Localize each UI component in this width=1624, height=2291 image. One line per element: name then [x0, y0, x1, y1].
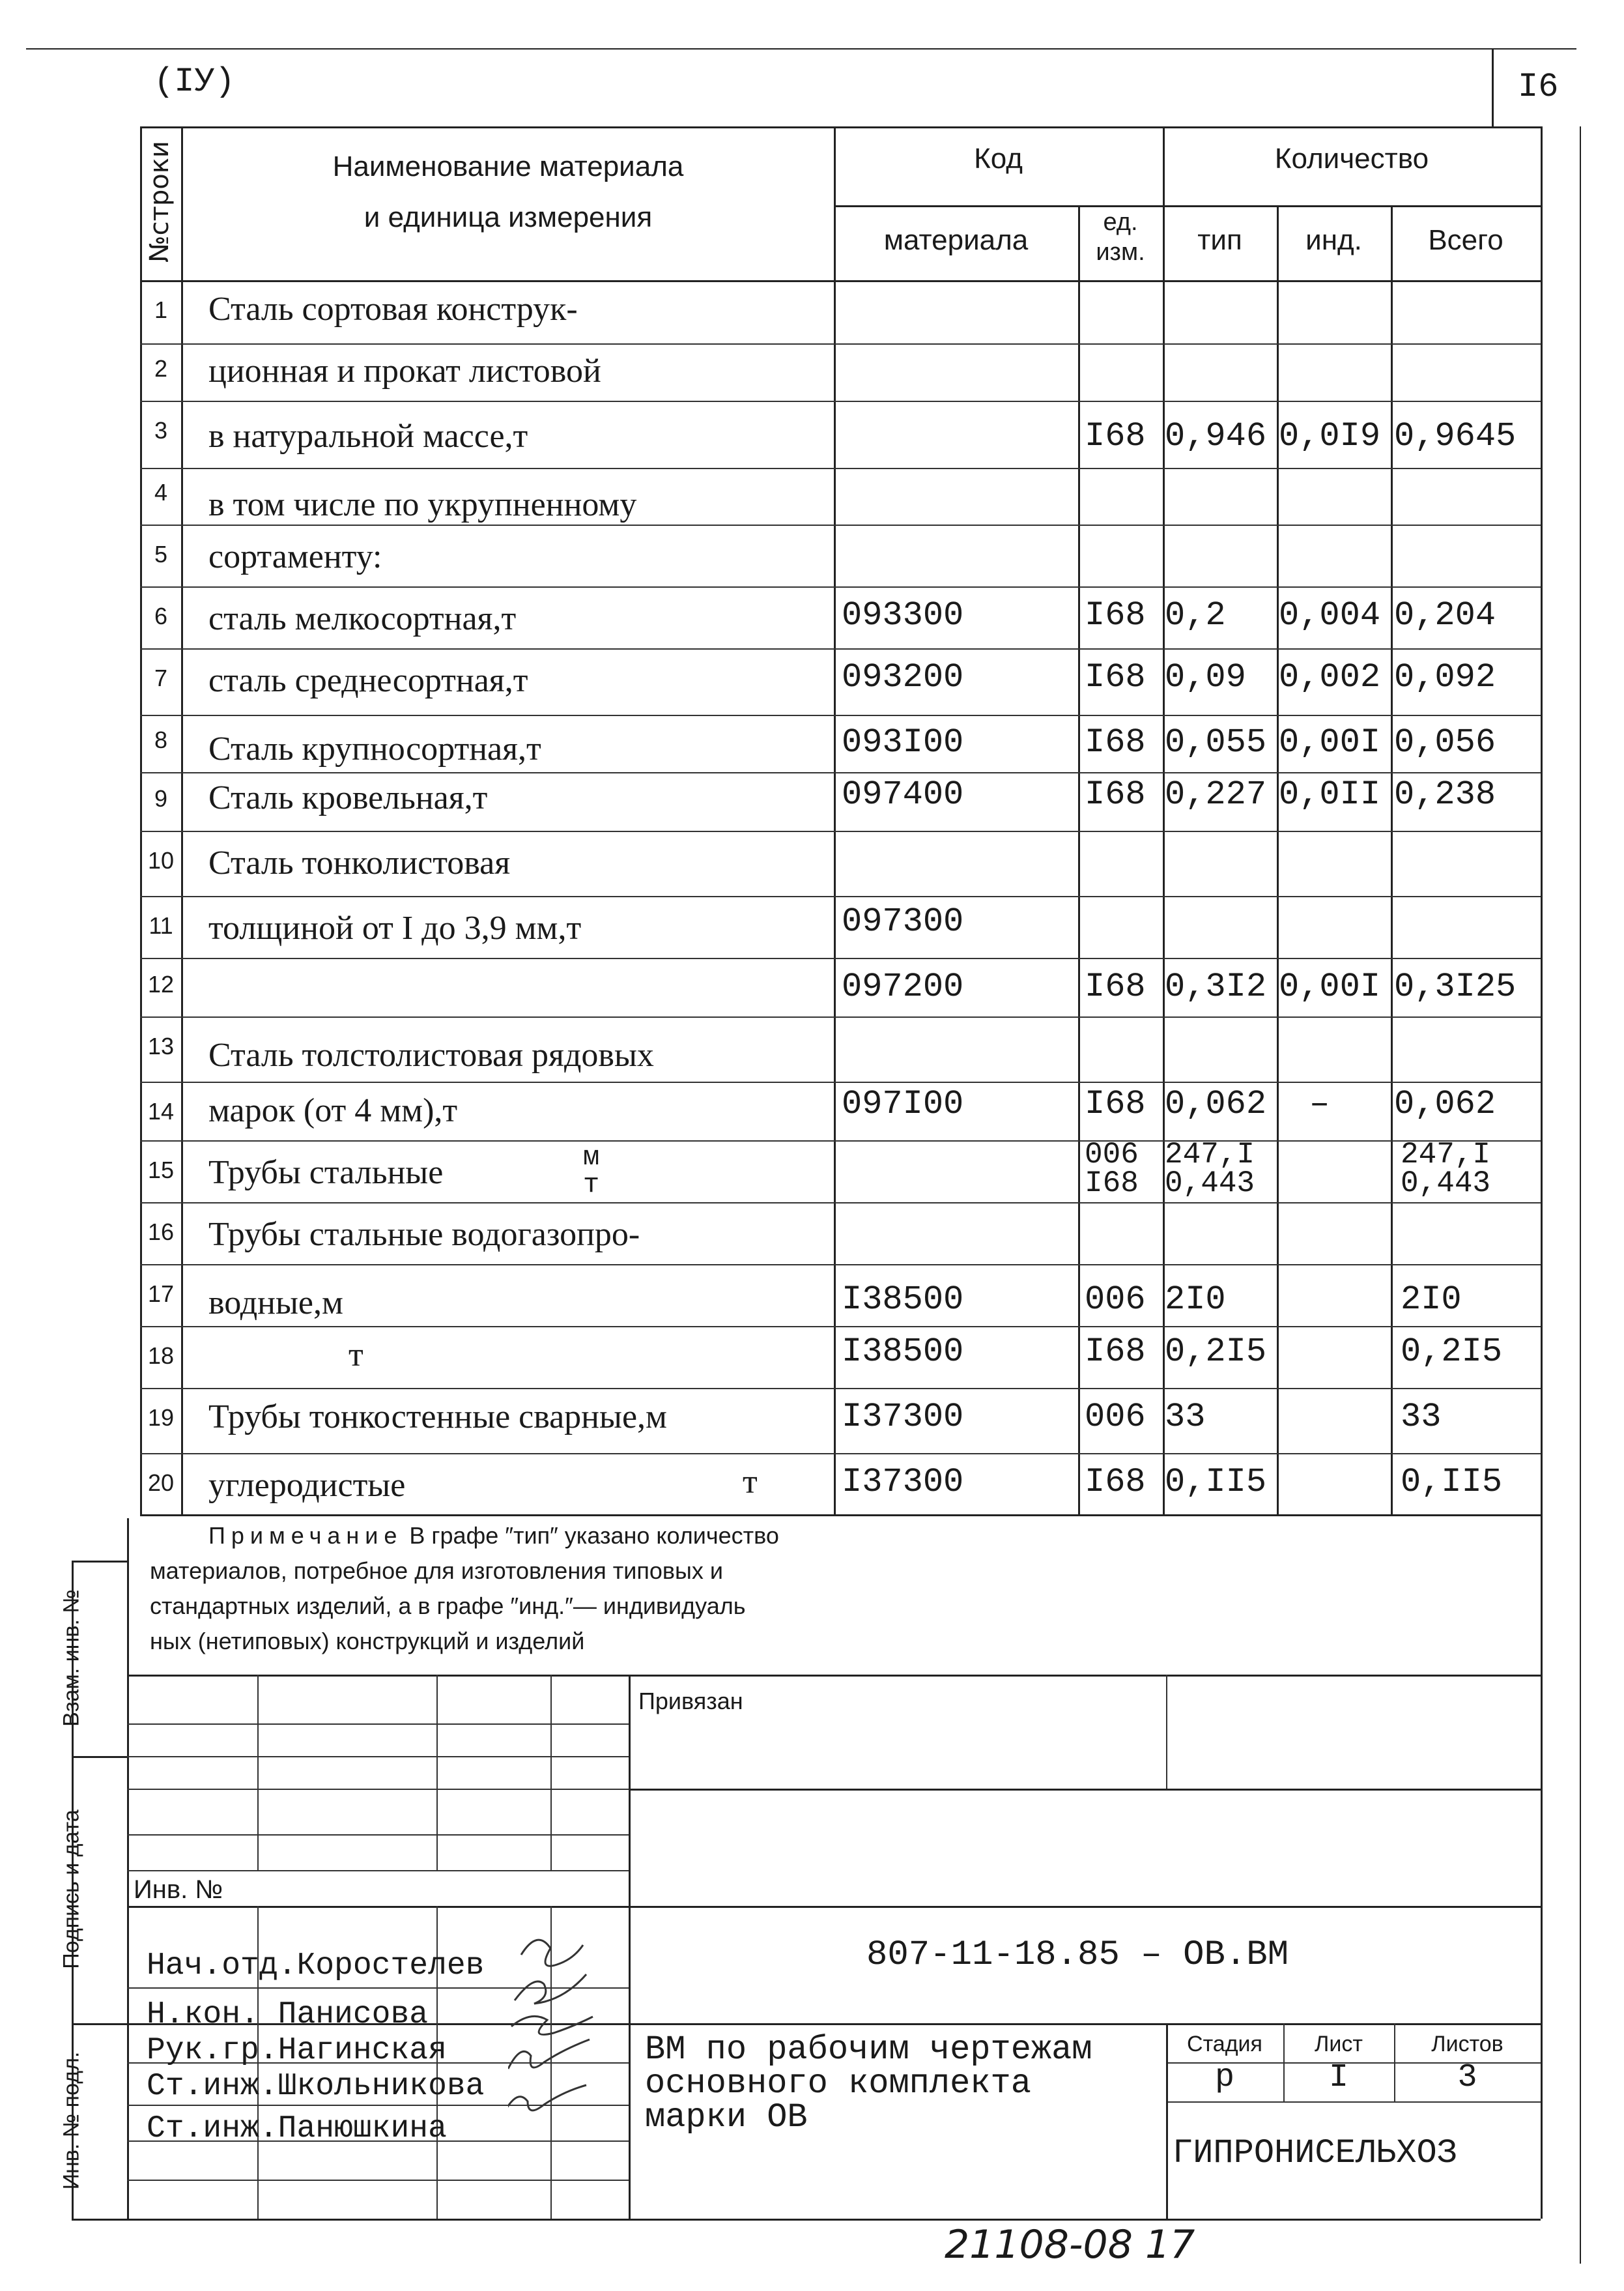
header-code-unit-line2: изм. — [1096, 238, 1145, 266]
material-name: сортаменту: — [208, 538, 382, 575]
qty-ind: 0,0II — [1279, 775, 1381, 814]
qty-total: 0,2I5 — [1401, 1333, 1503, 1371]
header-row-number: №строки — [145, 141, 175, 263]
row-number: 1 — [154, 296, 168, 323]
sheet-value: I — [1328, 2059, 1348, 2096]
material-code: I37300 — [842, 1463, 964, 1501]
qty-typ: 0,3I2 — [1165, 968, 1267, 1006]
signature-row: Ст.инж.Панюшкина — [147, 2111, 447, 2146]
document-title-line1: ВМ по рабочим чертежам — [645, 2030, 1092, 2069]
sheet-number: I6 — [1518, 68, 1559, 106]
qty-total: 0,204 — [1394, 596, 1496, 635]
qty-typ: 0,2 — [1165, 596, 1226, 635]
row-number: 5 — [154, 541, 168, 568]
material-unit-top: м — [583, 1142, 600, 1173]
sheet-label: Лист — [1315, 2032, 1363, 2056]
unit-code: I68 — [1085, 1463, 1146, 1501]
unit-code: I68 — [1085, 775, 1146, 814]
material-name: т — [349, 1336, 363, 1374]
material-name: Трубы стальные — [208, 1154, 444, 1191]
material-code: 097200 — [842, 968, 964, 1006]
qty-total: 33 — [1401, 1398, 1442, 1436]
material-name: толщиной от I до 3,9 мм,т — [208, 910, 582, 947]
note-line3: стандартных изделий, а в графе ″инд.″— индивидуаль — [150, 1592, 746, 1619]
header-qty-total: Всего — [1428, 224, 1503, 256]
qty-typ: 0,2I5 — [1165, 1333, 1267, 1371]
unit-code: 006 — [1085, 1280, 1146, 1319]
row-number: 15 — [147, 1157, 175, 1183]
qty-typ: 0,227 — [1165, 775, 1267, 814]
unit-code: 006 — [1085, 1398, 1146, 1436]
signature-row: Н.кон. Панисова — [147, 1997, 429, 2032]
row-number: 13 — [147, 1033, 175, 1059]
qty-total: 0,II5 — [1401, 1463, 1503, 1501]
sheets-value: 3 — [1457, 2059, 1477, 2096]
unit-code: I68 — [1085, 723, 1146, 762]
material-code: 097300 — [842, 902, 964, 941]
top-border-line — [26, 48, 1576, 50]
material-name: Сталь толстолистовая рядовых — [208, 1037, 654, 1074]
inv-no-label: Инв. № — [134, 1875, 223, 1904]
row-number: 9 — [154, 785, 168, 812]
material-name: углеродистые — [208, 1467, 406, 1504]
material-code: I38500 — [842, 1280, 964, 1319]
material-name: в том числе по укрупненному — [208, 486, 637, 523]
unit-code: I68 — [1085, 968, 1146, 1006]
material-name: ционная и прокат листовой — [208, 353, 601, 390]
footer-number: 21108-08 17 — [945, 2222, 1195, 2268]
qty-ind: 0,002 — [1279, 658, 1381, 697]
unit-code: I68 — [1085, 596, 1146, 635]
qty-total: 0,062 — [1394, 1085, 1496, 1123]
row-number: 20 — [147, 1469, 175, 1496]
material-code: 093I00 — [842, 723, 964, 762]
document-code: 807-11-18.85 – ОВ.ВМ — [866, 1935, 1289, 1975]
note-line1: В графе ″тип″ указано количество — [409, 1522, 779, 1549]
qty-total: 0,238 — [1394, 775, 1496, 814]
right-frame-line — [1580, 126, 1581, 2264]
document-title-line2: основного комплекта — [645, 2064, 1031, 2103]
header-qty-ind: инд. — [1305, 224, 1362, 256]
section-mark: (IУ) — [154, 63, 235, 101]
row-number: 11 — [149, 912, 173, 939]
material-name: Сталь сортовая конструк- — [208, 291, 578, 328]
material-name: Сталь тонколистовая — [208, 844, 511, 882]
qty-ind: – — [1309, 1085, 1330, 1123]
signature-row: Ст.инж.Школьникова — [147, 2069, 485, 2104]
stage-label: Стадия — [1187, 2032, 1262, 2056]
material-name: Трубы стальные водогазопро- — [208, 1216, 640, 1253]
row-number: 2 — [154, 355, 168, 382]
material-name: водные,м — [208, 1284, 343, 1321]
row-number: 7 — [154, 665, 168, 691]
unit-code: 006 — [1085, 1138, 1139, 1172]
material-code: I38500 — [842, 1333, 964, 1371]
unit-code: I68 — [1085, 1333, 1146, 1371]
note-line2: материалов, потребное для изготовления типовых и — [150, 1557, 724, 1584]
unit-code: I68 — [1085, 658, 1146, 697]
header-qty-typ: тип — [1197, 224, 1242, 256]
material-unit: т — [743, 1463, 758, 1501]
qty-total: 0,9645 — [1394, 417, 1517, 455]
qty-ind: 0,004 — [1279, 596, 1381, 635]
sheets-label: Листов — [1431, 2032, 1503, 2056]
header-name-line1: Наименование материала — [332, 151, 684, 182]
qty-typ: 33 — [1165, 1398, 1206, 1436]
material-code: 093200 — [842, 658, 964, 697]
handwritten-signatures — [508, 1929, 664, 2144]
material-code: I37300 — [842, 1398, 964, 1436]
row-number: 10 — [147, 847, 175, 874]
qty-total: 0,443 — [1401, 1166, 1491, 1200]
qty-total: 0,092 — [1394, 658, 1496, 697]
organization-name: ГИПРОНИСЕЛЬХОЗ — [1173, 2134, 1457, 2172]
qty-total: 0,056 — [1394, 723, 1496, 762]
sheet-number-frame — [1492, 48, 1494, 126]
document-title-line3: марки ОВ — [645, 2098, 808, 2137]
header-code-group: Код — [974, 143, 1023, 175]
qty-ind: 0,00I — [1279, 723, 1381, 762]
material-code: 093300 — [842, 596, 964, 635]
material-name: в натуральной массе,т — [208, 418, 528, 455]
header-code-material: материала — [883, 224, 1029, 256]
material-name: Трубы тонкостенные сварные,м — [208, 1398, 667, 1435]
row-number: 6 — [154, 603, 168, 629]
note-line4: ных (нетиповых) конструкций и изделий — [150, 1628, 585, 1654]
document-title — [645, 2030, 1092, 2137]
unit-code: I68 — [1085, 1085, 1146, 1123]
side-label-inv: Инв. № подл. — [59, 2051, 84, 2190]
material-name: Сталь кровельная,т — [208, 779, 488, 816]
material-code: 097I00 — [842, 1085, 964, 1123]
material-code: 097400 — [842, 775, 964, 814]
unit-code: I68 — [1085, 1166, 1139, 1200]
row-number: 12 — [147, 971, 175, 998]
qty-typ: 0,055 — [1165, 723, 1267, 762]
stage-value: р — [1214, 2059, 1234, 2096]
privyazan-label: Привязан — [638, 1688, 743, 1714]
header-code-unit-line1: ед. — [1103, 209, 1138, 236]
qty-typ: 2I0 — [1165, 1280, 1226, 1319]
row-number: 17 — [147, 1280, 175, 1307]
header-qty-group: Количество — [1274, 143, 1429, 175]
row-number: 18 — [147, 1342, 175, 1369]
unit-code: I68 — [1085, 417, 1146, 455]
row-number: 14 — [147, 1098, 175, 1125]
qty-typ: 0,946 — [1165, 417, 1267, 455]
qty-typ: 0,443 — [1165, 1166, 1255, 1200]
material-name: сталь мелкосортная,т — [208, 600, 517, 637]
qty-typ: 0,09 — [1165, 658, 1246, 697]
row-number: 16 — [147, 1218, 175, 1245]
row-number: 19 — [147, 1404, 175, 1431]
material-unit-bottom: т — [583, 1169, 600, 1200]
row-number: 4 — [154, 479, 168, 506]
note-label: Примечание — [208, 1522, 403, 1549]
qty-typ: 0,II5 — [1165, 1463, 1267, 1501]
qty-ind: 0,0I9 — [1279, 417, 1381, 455]
header-name-line2: и единица измерения — [363, 201, 653, 233]
row-number: 8 — [154, 727, 168, 753]
header-code-unit — [1078, 207, 1163, 267]
side-label-vzam: Взам. инв. № — [59, 1589, 84, 1727]
signature-row: Рук.гр.Нагинская — [147, 2033, 447, 2068]
qty-total: 0,3I25 — [1394, 968, 1517, 1006]
material-name: сталь среднесортная,т — [208, 662, 528, 699]
signature-row: Нач.отд.Коростелев — [147, 1948, 485, 1983]
qty-total: 247,I — [1401, 1138, 1491, 1172]
qty-typ: 247,I — [1165, 1138, 1255, 1172]
qty-total: 2I0 — [1401, 1280, 1462, 1319]
side-label-podpis: Подпись и дата — [59, 1809, 84, 1969]
qty-ind: 0,00I — [1279, 968, 1381, 1006]
row-number: 3 — [154, 417, 168, 444]
note-block — [150, 1518, 997, 1659]
qty-typ: 0,062 — [1165, 1085, 1267, 1123]
material-name: марок (от 4 мм),т — [208, 1092, 458, 1129]
material-name: Сталь крупносортная,т — [208, 730, 541, 768]
